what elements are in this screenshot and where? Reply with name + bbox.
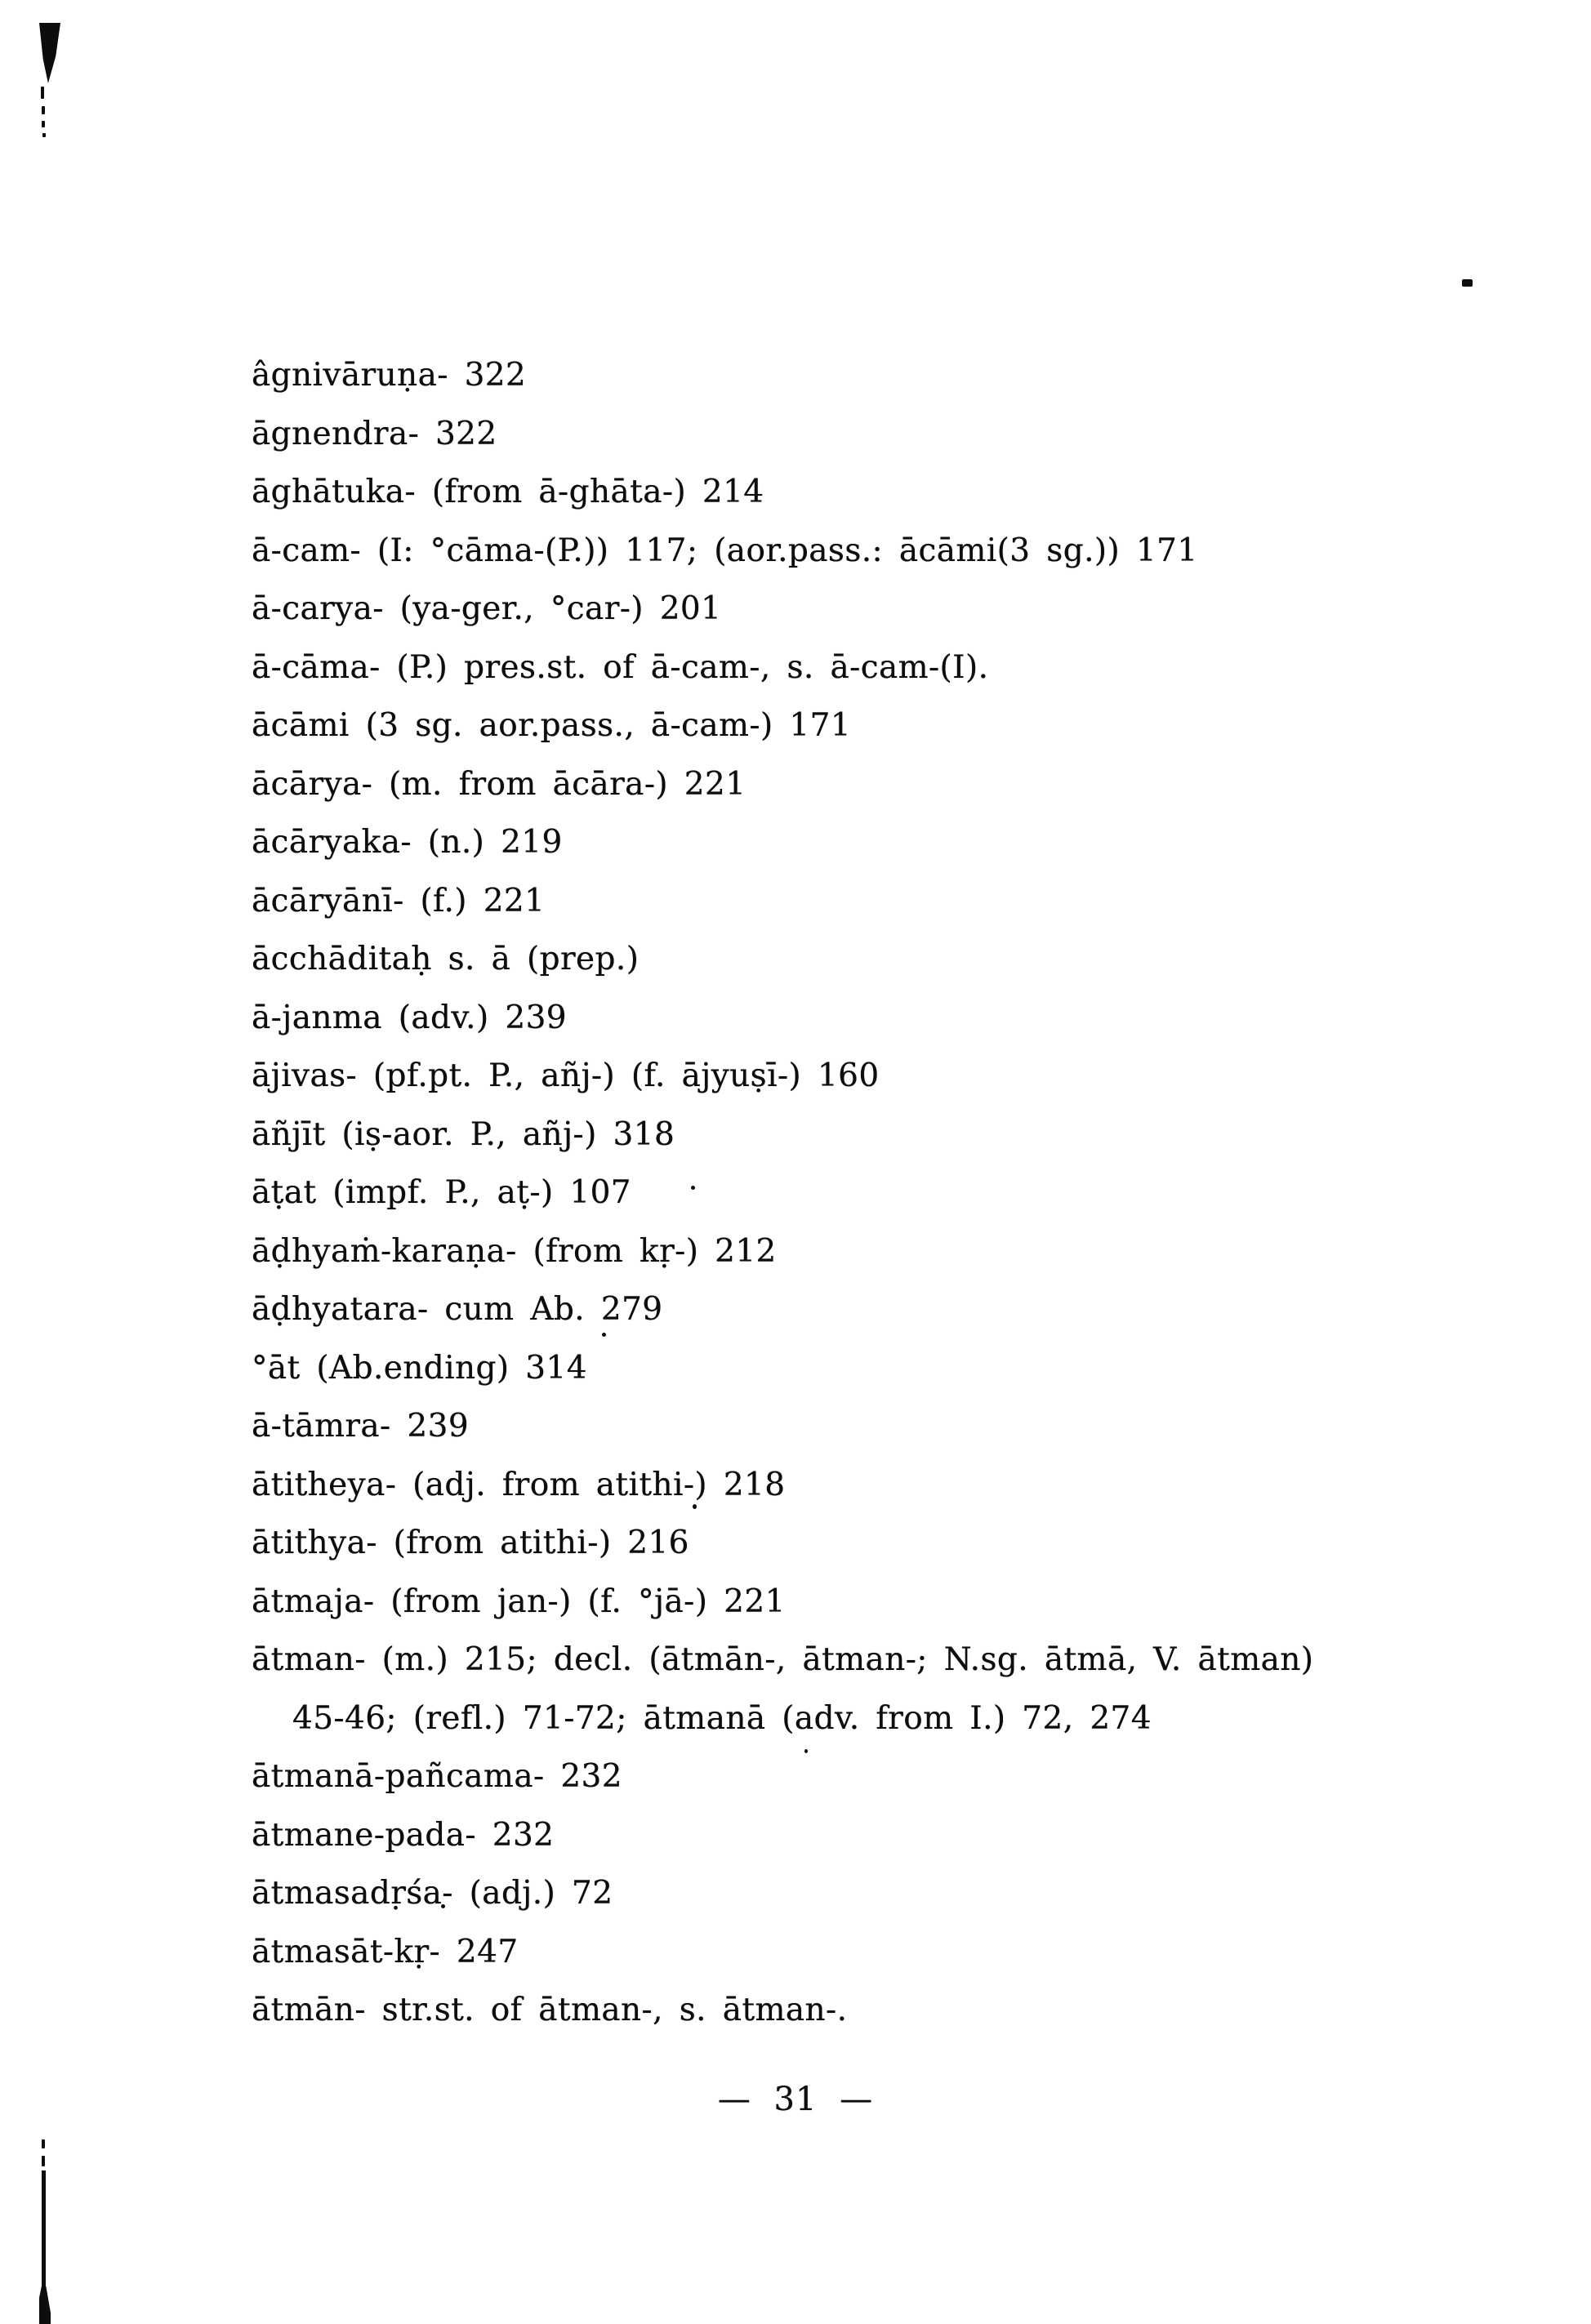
- index-entry: ātmasāt-kṛ- 247: [252, 1933, 519, 1970]
- index-entry: ātmaja- (from jan-) (f. °jā-) 221: [252, 1583, 786, 1620]
- index-entry: ā-janma (adv.) 239: [252, 999, 568, 1036]
- ink-dash: [42, 133, 46, 137]
- index-entry: ācārya- (m. from ācāra-) 221: [252, 765, 746, 803]
- index-entry-list: [252, 346, 1526, 2040]
- index-entry: 45-46; (refl.) 71-72; ātmanā (adv. from I.) 72, 274: [292, 1699, 1152, 1737]
- index-entry: āṭat (impf. P., aṭ-) 107: [252, 1174, 632, 1211]
- index-entry: ācāryānī- (f.) 221: [252, 882, 546, 919]
- index-entry: āḍhyatara- cum Ab. 279: [252, 1291, 663, 1328]
- index-entry: ā-tāmra- 239: [252, 1408, 470, 1445]
- index-entry: ātmane-pada- 232: [252, 1816, 555, 1854]
- index-entry: ācāmi (3 sg. aor.pass., ā-cam-) 171: [252, 707, 852, 744]
- index-entry: ātithya- (from atithi-) 216: [252, 1525, 689, 1561]
- index-entry: ā-cāma- (P.) pres.st. of ā-cam-, s. ā-cam-(I).: [252, 648, 989, 686]
- index-entry: āñjīt (iṣ-aor. P., añj-) 318: [252, 1115, 675, 1153]
- ink-dash: [42, 121, 45, 127]
- ink-blot-top-left: [39, 23, 60, 83]
- ink-dash: [42, 106, 45, 114]
- binding-line-foot: [39, 2286, 51, 2324]
- index-entry: ā-carya- (ya-ger., °car-) 201: [252, 590, 722, 627]
- ink-dash: [41, 87, 44, 99]
- index-entry: ātmān- str.st. of ātman-, s. ātman-.: [252, 1992, 848, 2028]
- index-entry: āḍhyaṁ-karaṇa- (from kṛ-) 212: [252, 1232, 777, 1270]
- index-entry: ācchāditaḥ s. ā (prep.): [252, 941, 640, 977]
- index-entry: āgnendra- 322: [252, 415, 497, 452]
- ink-dash: [42, 2156, 45, 2166]
- index-entry: ācāryaka- (n.) 219: [252, 824, 563, 861]
- index-entry: ājivas- (pf.pt. P., añj-) (f. ājyuṣī-) 160: [252, 1057, 880, 1094]
- index-entry: âgnivāruṇa- 322: [252, 357, 527, 394]
- ink-speck: [1462, 279, 1473, 287]
- page-number: — 31 —: [717, 2081, 874, 2118]
- index-entry: ātitheya- (adj. from atithi-) 218: [252, 1466, 786, 1503]
- ink-dash: [42, 2139, 45, 2148]
- index-entry: āghātuka- (from ā-ghāta-) 214: [252, 474, 764, 510]
- index-entry: ātmasadṛśa- (adj.) 72: [252, 1875, 613, 1912]
- index-entry: ātmanā-pañcama- 232: [252, 1758, 622, 1795]
- index-entry: °āt (Ab.ending) 314: [252, 1349, 587, 1387]
- index-entry: ā-cam- (I: °cāma-(P.)) 117; (aor.pass.: ācāmi(3 sg.)) 171: [252, 532, 1198, 569]
- index-entry: ātman- (m.) 215; decl. (ātmān-, ātman-; N.sg. ātmā, V. ātman): [252, 1641, 1314, 1678]
